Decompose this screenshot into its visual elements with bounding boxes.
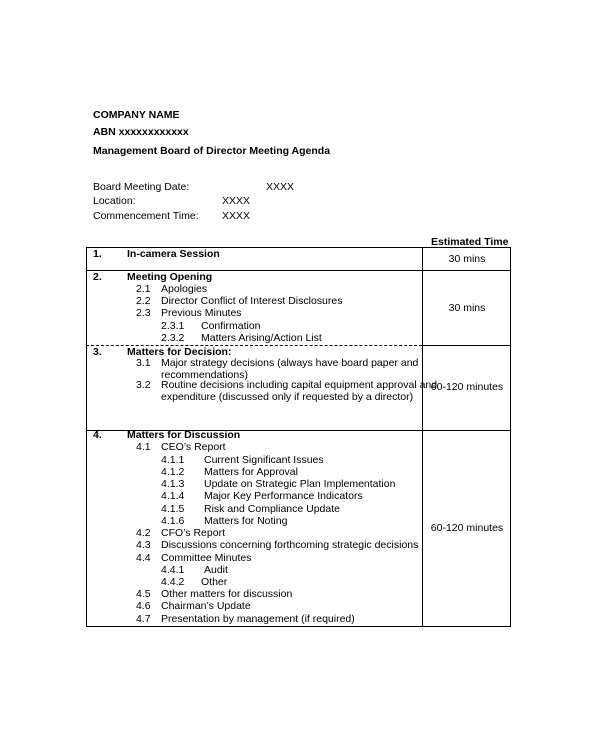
item-number: 4.1.3 (161, 478, 185, 490)
item-number: 4.5 (136, 588, 151, 600)
item-text: Discussions concerning forthcoming strategic decisions (161, 539, 419, 551)
section-title: In-camera Session (127, 248, 220, 260)
item-number: 4.1.5 (161, 503, 185, 515)
item-text: Director Conflict of Interest Disclosures (161, 295, 343, 307)
item-number: 4.1 (136, 441, 151, 453)
item-text: Major strategy decisions (always have board paper and (161, 357, 419, 369)
item-text: CFO’s Report (161, 527, 225, 539)
item-number: 4.2 (136, 527, 151, 539)
item-text: Matters for Approval (204, 466, 298, 478)
item-number: 2.2 (136, 295, 151, 307)
section-time: 30 mins (448, 302, 486, 314)
item-number: 4.6 (136, 600, 151, 612)
commencement-time-label: Commencement Time: (93, 210, 199, 222)
item-text: Previous Minutes (161, 307, 242, 319)
item-text-continued: expenditure (discussed only if requested by a director) (161, 391, 414, 403)
item-text: Update on Strategic Plan Implementation (204, 478, 396, 490)
item-text: Chairman’s Update (161, 600, 251, 612)
location-label: Location: (93, 195, 136, 207)
section-title: Matters for Decision: (127, 346, 232, 358)
item-text: Confirmation (201, 320, 261, 332)
item-number: 2.3.2 (161, 332, 185, 344)
item-number: 4.4.2 (161, 576, 185, 588)
item-text: Risk and Compliance Update (204, 503, 340, 515)
section-title: Meeting Opening (127, 271, 213, 283)
item-number: 4.4.1 (161, 564, 185, 576)
section-time: 60-120 minutes (430, 381, 504, 393)
item-text-continued: recommendations) (161, 369, 248, 381)
item-text: Routine decisions including capital equipment approval and (161, 379, 438, 391)
item-number: 4.3 (136, 539, 151, 551)
item-text: Matters for Noting (204, 515, 288, 527)
item-text: Committee Minutes (161, 552, 252, 564)
item-number: 4.1.2 (161, 466, 185, 478)
estimated-time-header: Estimated Time (431, 236, 509, 248)
item-text: Other (201, 576, 228, 588)
item-number: 2.3.1 (161, 320, 185, 332)
item-number: 4.1.1 (161, 454, 185, 466)
item-number: 4.1.6 (161, 515, 185, 527)
item-text: Audit (204, 564, 228, 576)
item-text: Other matters for discussion (161, 588, 293, 600)
item-number: 4.1.4 (161, 490, 185, 502)
location-value: XXXX (222, 195, 251, 207)
item-text: CEO’s Report (161, 441, 226, 453)
item-number: 2.3 (136, 307, 151, 319)
commencement-time-value: XXXX (222, 210, 251, 222)
item-number: 3.2 (136, 379, 151, 391)
abn: ABN xxxxxxxxxxxx (93, 126, 189, 138)
item-text: Major Key Performance Indicators (204, 490, 363, 502)
board-meeting-date-label: Board Meeting Date: (93, 181, 190, 193)
item-text: Apologies (161, 283, 208, 295)
section-number: 2. (93, 271, 102, 283)
section-time: 60-120 minutes (430, 522, 504, 534)
item-number: 3.1 (136, 357, 151, 369)
section-number: 4. (93, 429, 102, 441)
section-title: Matters for Discussion (127, 429, 241, 441)
company-name: COMPANY NAME (93, 109, 180, 121)
section-time: 30 mins (448, 253, 486, 265)
document-title: Management Board of Director Meeting Agenda (93, 145, 331, 157)
item-number: 4.7 (136, 613, 151, 625)
item-text: Current Significant Issues (204, 454, 324, 466)
item-number: 4.4 (136, 552, 151, 564)
board-meeting-date-value: XXXX (266, 181, 295, 193)
section-number: 3. (93, 346, 102, 358)
item-text: Presentation by management (if required) (161, 613, 355, 625)
item-number: 2.1 (136, 283, 151, 295)
section-number: 1. (93, 248, 102, 260)
item-text: Matters Arising/Action List (201, 332, 322, 344)
